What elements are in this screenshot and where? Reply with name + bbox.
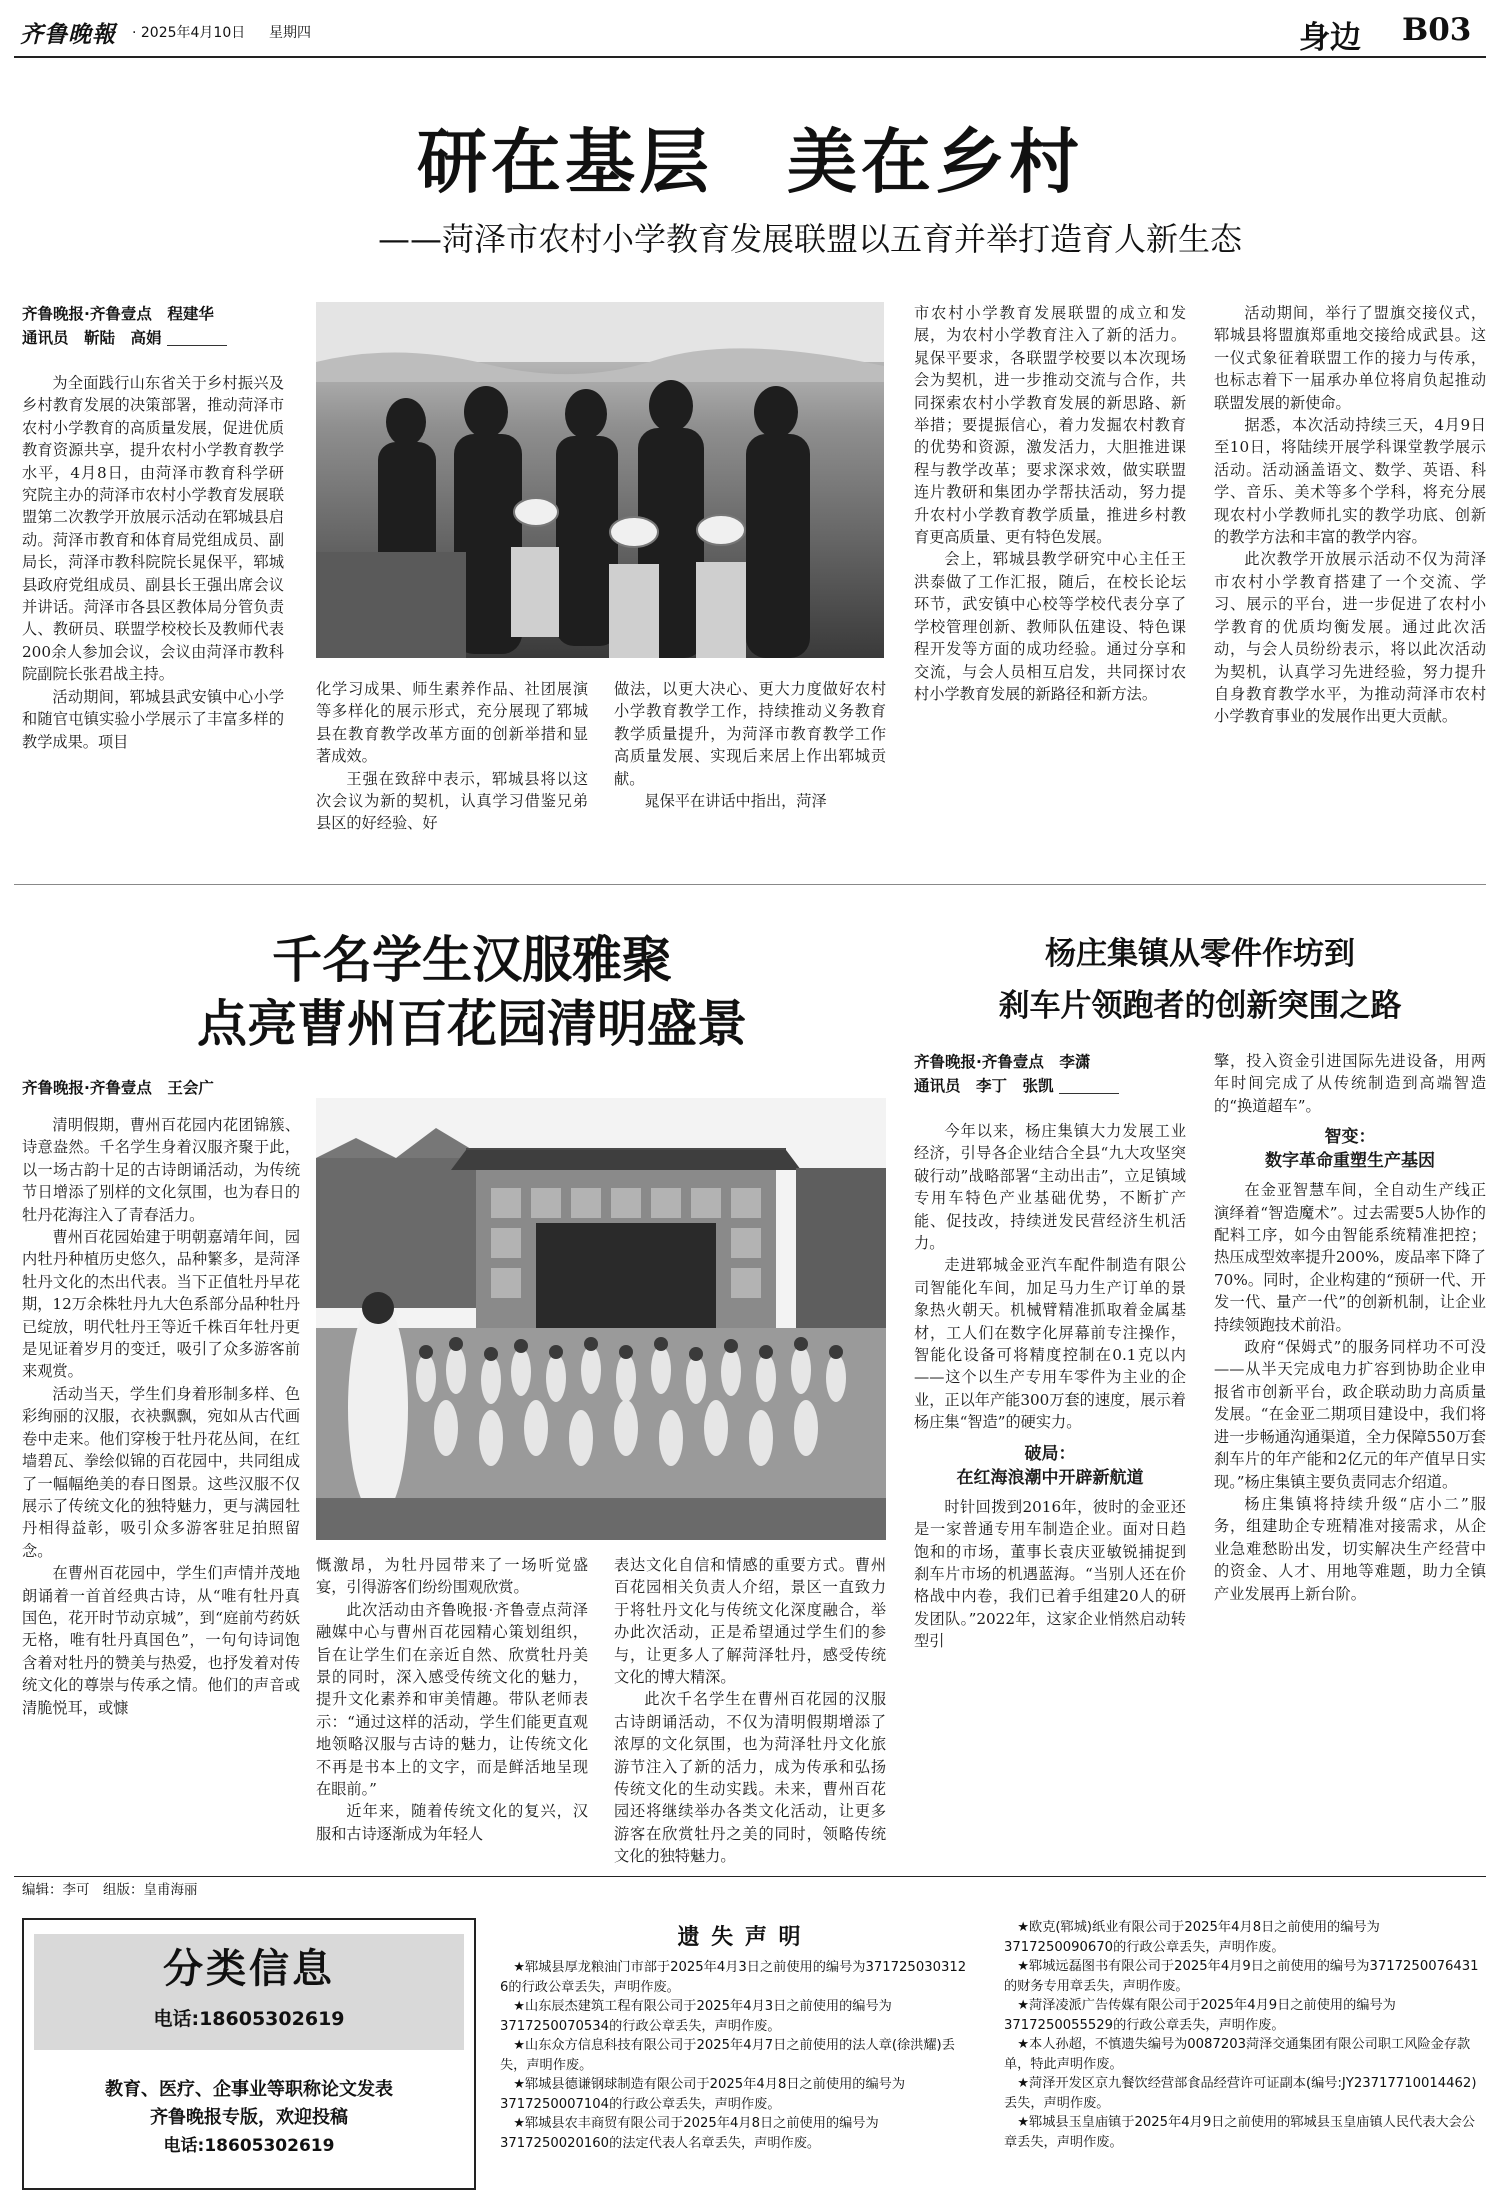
article1-byline bbox=[22, 302, 287, 350]
paragraph: 在曹州百花园中，学生们声情并茂地朗诵着一首首经典古诗，从“唯有牡丹真国色，花开时节动京城”，到“庭前芍药妖无格，唯有牡丹真国色”，一句句诗词饱含着对牡丹的赞美与热爱，也抒发着对传统文化的尊崇与传承之情。他们的声音或清脆悦耳，或慷 bbox=[22, 1564, 300, 1717]
paragraph: 时针回拨到2016年，彼时的金亚还是一家普通专用车制造企业。面对日趋饱和的市场，董事长袁庆亚敏锐捕捉到刹车片市场的机遇蓝海。“当别人还在价格战中内卷，我们已着手组建20人的研发团队。”2022年，这家企业悄然启动转型引 bbox=[914, 1497, 1186, 1651]
notice-item: ★本人孙超，不慎遗失编号为0087203菏泽交通集团有限公司职工风险金存款单，特此声明作废。 bbox=[1004, 2037, 1471, 2072]
article2-col1 bbox=[22, 1114, 300, 1874]
paragraph: 会上，郓城县教学研究中心主任王洪泰做了工作汇报，随后，在校长论坛环节，武安镇中心校等学校代表分享了学校管理创新、教师队伍建设、特色课程开发等方面的成功经验。通过分享和交流，与会人员相互启发，共同探讨农村小学教育发展的新路径和新方法。 bbox=[914, 550, 1186, 703]
classified-banner bbox=[34, 1934, 464, 2050]
article3-byline bbox=[914, 1050, 1194, 1098]
article1-photo bbox=[316, 302, 884, 658]
paragraph: 擎，投入资金引进国际先进设备，用两年时间完成了从传统制造到高端智造的“换道超车”。 bbox=[1214, 1052, 1486, 1115]
byline-rule bbox=[1059, 1080, 1119, 1094]
article3-col1 bbox=[914, 1120, 1186, 1880]
paragraph: 慨激昂，为牡丹园带来了一场听觉盛宴，引得游客们纷纷围观欣赏。 bbox=[316, 1556, 588, 1597]
paragraph: 王强在致辞中表示，郓城县将以这次会议为新的契机，认真学习借鉴兄弟县区的好经验、好 bbox=[316, 769, 588, 833]
paragraph: 此次教学开放展示活动不仅为菏泽市农村小学教育搭建了一个交流、学习、展示的平台，进一步促进了农村小学教育的优质均衡发展。通过此次活动，与会人员纷纷表示，将以此次活动为契机，认真学习先进经验，努力提升自身教育教学水平，为推动菏泽市农村小学教育事业的发展作出更大贡献。 bbox=[1214, 550, 1486, 726]
paragraph: 活动期间，举行了盟旗交接仪式，郓城县将盟旗郑重地交接给成武县。这一仪式象征着联盟工作的接力与传承，也标志着下一届承办单位将肩负起推动联盟发展的新使命。 bbox=[1214, 304, 1486, 412]
footer-rule bbox=[14, 1876, 1486, 1877]
page-number: B03 bbox=[1402, 12, 1472, 48]
article2-title bbox=[22, 928, 922, 1056]
paragraph: 此次活动由齐鲁晚报·齐鲁壹点菏泽融媒中心与曹州百花园精心策划组织，旨在让学生们在亲近自然、欣赏牡丹美景的同时，深入感受传统文化的魅力，提升文化素养和审美情趣。带队老师表示：“通过这样的活动，学生们能更直观地领略汉服与古诗的魅力，让传统文化不再是书本上的文字，而是鲜活地呈现在眼前。” bbox=[316, 1600, 588, 1799]
classified-phone2: 电话:18605302619 bbox=[163, 2136, 335, 2156]
byline-correspondent-line bbox=[22, 326, 287, 350]
article3-title-line2: 刹车片领跑者的创新突围之路 bbox=[998, 988, 1402, 1024]
byline-correspondent: 通讯员 靳陆 高娟 bbox=[22, 329, 162, 347]
article3-title-line1: 杨庄集镇从零件作坊到 bbox=[1045, 936, 1355, 972]
paper-logo: 齐鲁晚報 bbox=[20, 21, 116, 48]
paragraph: 化学习成果、师生素养作品、社团展演等多样化的展示形式，充分展现了郓城县在教育教学改革方面的创新举措和显著成效。 bbox=[316, 680, 588, 766]
article1-col2 bbox=[316, 678, 588, 850]
paragraph: 今年以来，杨庄集镇大力发展工业经济，引导各企业结合全县“九大攻坚突破行动”战略部署“主动出击”，立足镇域专用车特色产业基础优势，不断扩产能、促技改，持续迸发民营经济生机活力。 bbox=[914, 1122, 1186, 1253]
subhead-text: 数字革命重塑生产基因 bbox=[1265, 1151, 1435, 1172]
byline-reporter: 齐鲁晚报·齐鲁壹点 程建华 bbox=[22, 305, 214, 323]
byline-rule bbox=[167, 332, 227, 346]
article2-title-line2: 点亮曹州百花园清明盛景 bbox=[197, 994, 747, 1053]
paragraph: 表达文化自信和情感的重要方式。曹州百花园相关负责人介绍，景区一直致力于将牡丹文化与传统文化深度融合，举办此次活动，正是希望通过学生们的参与，让更多人了解菏泽牡丹，感受传统文化的博大精深。 bbox=[614, 1556, 886, 1687]
masthead-rule bbox=[14, 56, 1486, 58]
article2-byline: 齐鲁晚报·齐鲁壹点 王会广 bbox=[22, 1079, 214, 1097]
paragraph: 做法，以更大决心、更大力度做好农村小学教育教学工作，持续推动义务教育教学质量提升，为菏泽市教育教学工作高质量发展、实现后来居上作出郓城贡献。 bbox=[614, 680, 886, 788]
article2-photo bbox=[316, 1098, 886, 1540]
notice-item: ★山东众方信息科技有限公司于2025年4月7日之前使用的法人章(徐洪耀)丢失，声明作废。 bbox=[500, 2038, 955, 2073]
masthead bbox=[14, 10, 1486, 56]
classified-title: 分类信息 bbox=[163, 1946, 335, 1992]
section-divider bbox=[14, 884, 1486, 885]
paragraph: 曹州百花园始建于明朝嘉靖年间，园内牡丹种植历史悠久，品种繁多，是菏泽牡丹文化的杰出代表。当下正值牡丹早花期，12万余株牡丹九大色系部分品种牡丹已绽放，明代牡丹王等近千株百年牡丹更是见证着岁月的变迁，吸引了众多游客前来观赏。 bbox=[22, 1228, 300, 1381]
notice-item: ★菏泽开发区京九餐饮经营部食品经营许可证副本(编号:JY23717710014462)丢失，声明作废。 bbox=[1004, 2076, 1477, 2111]
paragraph: 近年来，随着传统文化的复兴，汉服和古诗逐渐成为年轻人 bbox=[316, 1802, 588, 1843]
paragraph: 在金亚智慧车间，全自动生产线正演绎着“智造魔术”。过去需要5人协作的配料工序，如今由智能系统精准把控；热压成型效率提升200%，废品率下降了70%。同时，企业构建的“预研一代、开发一代、量产一代”的创新机制，让企业持续领跑技术前沿。 bbox=[1214, 1181, 1486, 1334]
byline-correspondent: 通讯员 李丁 张凯 bbox=[914, 1077, 1054, 1095]
notice-item: ★郓城县德谦钢球制造有限公司于2025年4月8日之前使用的编号为3717250007104的行政公章丢失，声明作废。 bbox=[500, 2077, 906, 2112]
paragraph: 清明假期，曹州百花园内花团锦簇、诗意盎然。千名学生身着汉服齐聚于此，以一场古韵十足的古诗朗诵活动，为传统节日增添了别样的文化氛围，也为春日的牡丹花海注入了青春活力。 bbox=[22, 1116, 300, 1224]
section-name: 身边 bbox=[1299, 20, 1361, 56]
article1-col5 bbox=[1214, 302, 1486, 850]
subhead-label: 智变： bbox=[1324, 1127, 1376, 1148]
notices-right bbox=[1004, 1918, 1484, 2190]
paragraph: 市农村小学教育发展联盟的成立和发展，为农村小学教育注入了新的活力。晁保平要求，各联盟学校要以本次现场会为契机，进一步推动交流与合作，共同探索农村小学教育发展的新思路、新举措；要提振信心，着力发掘农村教育的优势和资源，激发活力，大胆推进课程与教学改革；要求深求效，做实联盟连片教研和集团办学帮扶活动，努力提升农村小学教育教学质量，推进乡村教育更高质量、更有特色发展。 bbox=[914, 304, 1186, 547]
editor-credit: 编辑：李可 组版：皇甫海丽 bbox=[22, 1882, 198, 1898]
notice-item: ★郓城远磊图书有限公司于2025年4月9日之前使用的编号为3717250076431的财务专用章丢失，声明作废。 bbox=[1004, 1959, 1479, 1994]
classified-box bbox=[22, 1918, 476, 2190]
paragraph: 晁保平在讲话中指出，菏泽 bbox=[644, 792, 827, 811]
article1-col3 bbox=[614, 678, 886, 850]
article2-col3 bbox=[614, 1554, 886, 1874]
photo-hanfu-students bbox=[316, 1098, 886, 1540]
paragraph: 活动期间，郓城县武安镇中心小学和随官屯镇实验小学展示了丰富多样的教学成果。项目 bbox=[22, 687, 284, 751]
paragraph: 活动当天，学生们身着形制多样、色彩绚丽的汉服，衣袂飘飘，宛如从古代画卷中走来。他们穿梭于牡丹花丛间，在红墙碧瓦、拳绘似锦的百花园中，共同组成了一幅幅绝美的春日图景。这些汉服不仅展示了传统文化的独特魅力，更与满园牡丹相得益彰，吸引众多游客驻足拍照留念。 bbox=[22, 1384, 300, 1560]
paragraph: 据悉，本次活动持续三天，4月9日至10日，将陆续开展学科课堂教学展示活动。活动涵盖语文、数学、英语、科学、音乐、美术等多个学科，将充分展现农村小学教师扎实的教学功底、创新的教学方法和丰富的教学内容。 bbox=[1214, 416, 1486, 547]
paragraph: 走进郓城金亚汽车配件制造有限公司智能化车间，加足马力生产订单的景象热火朝天。机械臂精准抓取着金属基材，工人们在数字化屏幕前专注操作，智能化设备可将精度控制在0.1克以内——这个以生产专用车零件为主业的企业，正以年产能300万套的速度，展示着杨庄集“智造”的硬实力。 bbox=[914, 1256, 1186, 1432]
article2-title-line1: 千名学生汉服雅聚 bbox=[272, 930, 672, 989]
classified-phone: 电话:18605302619 bbox=[153, 2008, 345, 2030]
classified-line1: 教育、医疗、企事业等职称论文发表 bbox=[105, 2079, 393, 2100]
photo-teachers-students bbox=[316, 302, 884, 658]
weekday: 星期四 bbox=[269, 25, 311, 41]
notices-title: 遗 失 声 明 bbox=[677, 1924, 803, 1950]
article1-col1 bbox=[22, 372, 284, 850]
subhead-label: 破局： bbox=[1024, 1443, 1076, 1464]
issue-date: · 2025年4月10日 bbox=[132, 25, 246, 41]
paragraph: 政府“保姆式”的服务同样功不可没——从半天完成电力扩容到协助企业申报省市创新平台，政企联动助力高质量发展。“在金亚二期项目建设中，我们将进一步畅通沟通渠道，全力保障550万套刹车片的年产能和2亿元的年产值早日实现。”杨庄集镇主要负责同志介绍道。 bbox=[1214, 1338, 1486, 1491]
byline-correspondent-line bbox=[914, 1074, 1194, 1098]
notice-item: ★欧克(郓城)纸业有限公司于2025年4月8日之前使用的编号为3717250090670的行政公章丢失，声明作废。 bbox=[1004, 1920, 1380, 1955]
article1-col4 bbox=[914, 302, 1186, 850]
notice-item: ★郓城县玉皇庙镇于2025年4月9日之前使用的郓城县玉皇庙镇人民代表大会公章丢失，声明作废。 bbox=[1004, 2115, 1475, 2150]
article3-title bbox=[914, 928, 1486, 1032]
classified-line2: 齐鲁晚报专版，欢迎投稿 bbox=[150, 2107, 348, 2128]
article2-col2 bbox=[316, 1554, 588, 1874]
subhead-text: 在红海浪潮中开辟新航道 bbox=[956, 1467, 1144, 1488]
paragraph: 为全面践行山东省关于乡村振兴及乡村教育发展的决策部署，推动菏泽市农村小学教育的高质量发展，促进优质教育资源共享，提升农村小学教育教学水平，4月8日，由菏泽市教育科学研究院主办的菏泽市农村小学教育发展联盟第二次教学开放展示活动在郓城县启动。菏泽市教育和体育局党组成员、副局长，菏泽市教科院院长晁保平，郓城县政府党组成员、副县长王强出席会议并讲话。菏泽市各县区教体局分管负责人、教研员、联盟学校校长及教师代表200余人参加会议，会议由菏泽市教科院副院长张君战主持。 bbox=[22, 374, 284, 684]
notice-item: ★郓城县农丰商贸有限公司于2025年4月8日之前使用的编号为3717250020160的法定代表人名章丢失，声明作废。 bbox=[500, 2116, 879, 2151]
paragraph: 杨庄集镇将持续升级“店小二”服务，组建助企专班精准对接需求，从企业急难愁盼出发，切实解决生产经营中的资金、人才、用地等难题，助力全镇产业发展再上新台阶。 bbox=[1214, 1494, 1486, 1603]
notice-item: ★菏泽凌派广告传媒有限公司于2025年4月9日之前使用的编号为3717250055529的行政公章丢失，声明作废。 bbox=[1004, 1998, 1396, 2033]
notice-item: ★山东辰杰建筑工程有限公司于2025年4月3日之前使用的编号为3717250070534的行政公章丢失，声明作废。 bbox=[500, 1999, 892, 2034]
notice-item: ★郓城县厚龙粮油门市部于2025年4月3日之前使用的编号为371725030312​6的行政公章丢失，声明作废。 bbox=[500, 1960, 967, 1995]
byline-reporter: 齐鲁晚报·齐鲁壹点 李潇 bbox=[914, 1053, 1091, 1071]
paragraph: 此次千名学生在曹州百花园的汉服古诗朗诵活动，不仅为清明假期增添了浓厚的文化氛围，也为菏泽牡丹文化旅游节注入了新的活力，成为传承和弘扬传统文化的生动实践。未来，曹州百花园还将继续举办各类文化活动，让更多游客在欣赏牡丹之美的同时，领略传统文化的独特魅力。 bbox=[614, 1690, 886, 1866]
notices-left bbox=[500, 1958, 968, 2190]
article3-col2 bbox=[1214, 1050, 1486, 1880]
article1-title: 研在基层 美在乡村 bbox=[417, 120, 1083, 203]
article1-subtitle: ——菏泽市农村小学教育发展联盟以五育并举打造育人新生态 bbox=[377, 220, 1242, 258]
